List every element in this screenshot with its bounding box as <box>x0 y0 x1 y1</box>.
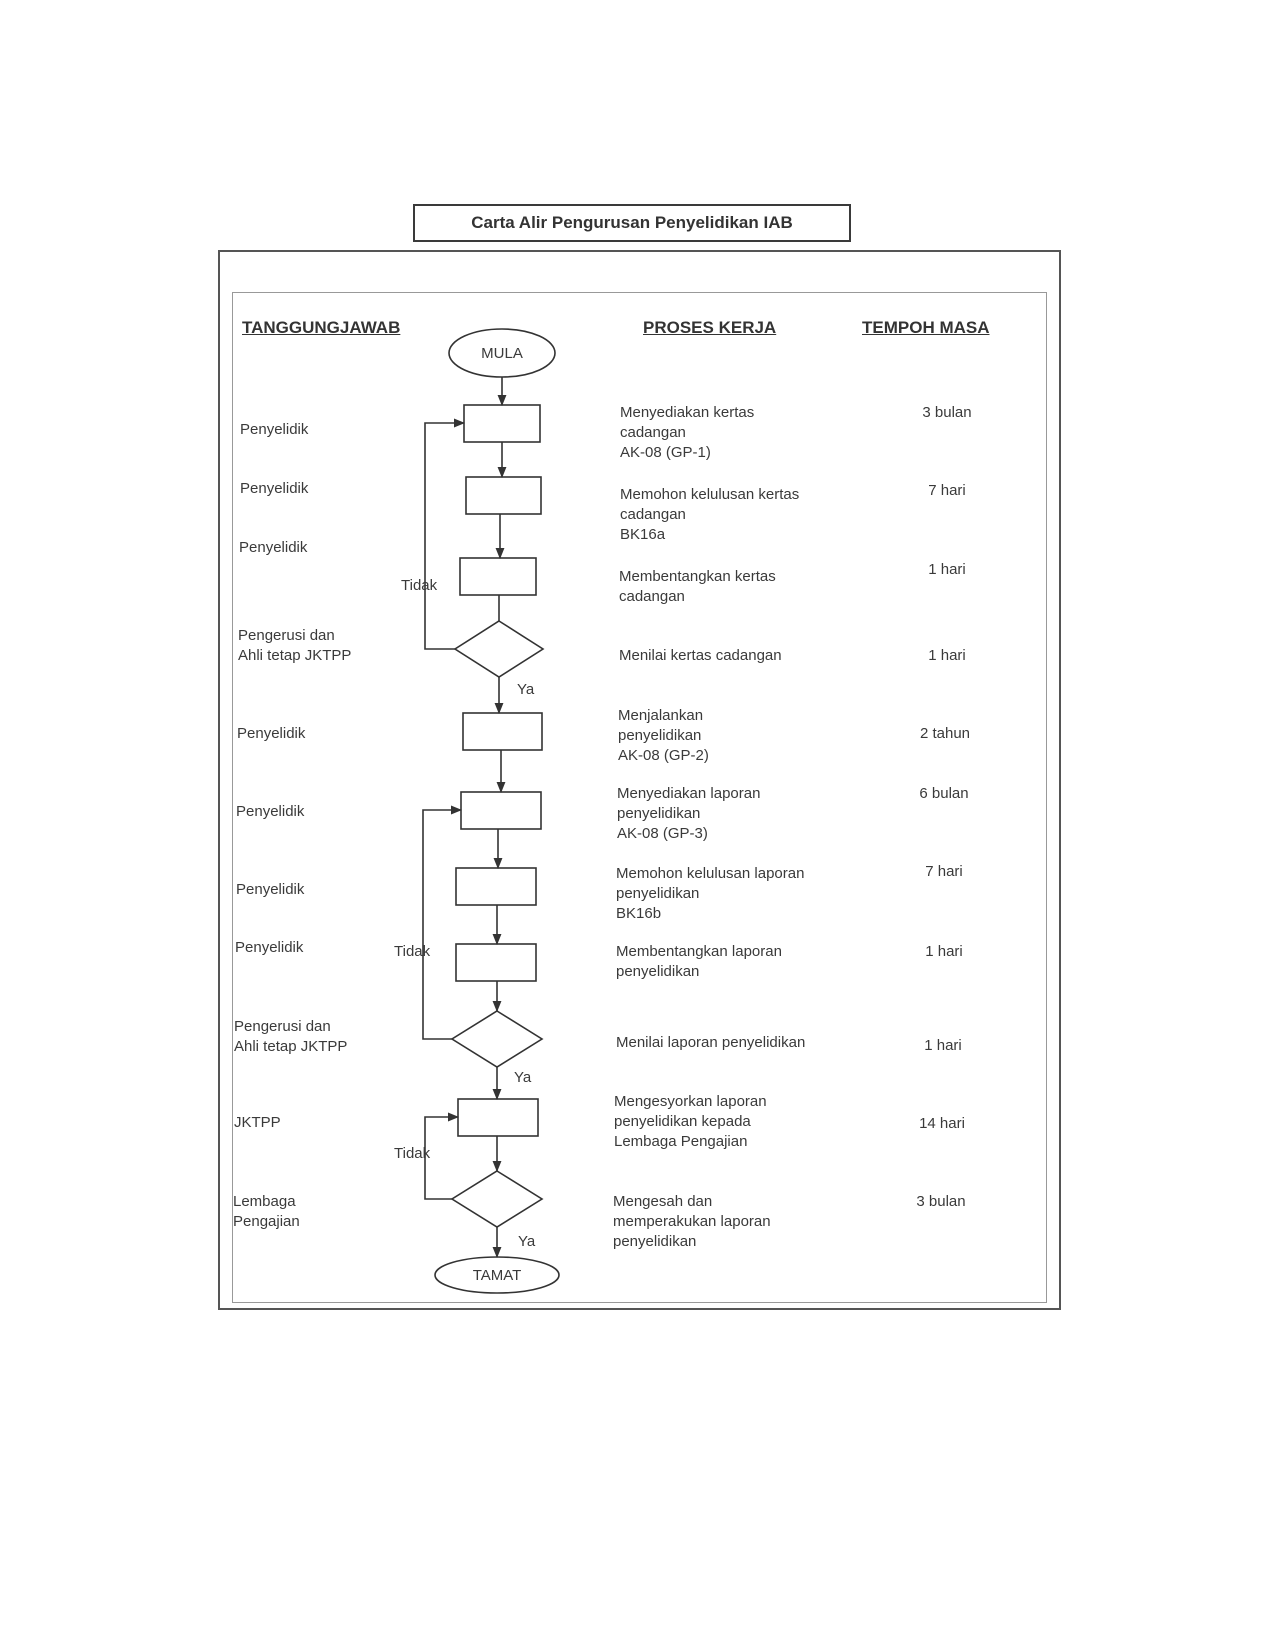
no-label-1: Tidak <box>401 577 438 594</box>
duration-1: 3 bulan <box>922 404 972 421</box>
responsibility-4: Pengerusi dan Ahli tetap JKTPP <box>238 627 352 664</box>
responsibility-9: Pengerusi dan Ahli tetap JKTPP <box>234 1018 348 1055</box>
duration-8: 1 hari <box>925 943 963 960</box>
end-label: TAMAT <box>472 1267 522 1284</box>
process-box-5 <box>463 713 542 750</box>
duration-7: 7 hari <box>925 863 963 880</box>
process-box-7 <box>456 868 536 905</box>
header-process: PROSES KERJA <box>643 318 777 337</box>
process-box-3 <box>460 558 536 595</box>
duration-9: 1 hari <box>924 1037 962 1054</box>
process-5: Menjalankan penyelidikan AK-08 (GP-2) <box>618 707 709 764</box>
decision-1 <box>455 621 543 677</box>
process-3: Membentangkan kertas cadangan <box>619 568 776 605</box>
duration-10: 14 hari <box>919 1115 965 1132</box>
duration-5: 2 tahun <box>919 725 971 742</box>
process-8: Membentangkan laporan penyelidikan <box>616 943 782 980</box>
header-responsibility: TANGGUNGJAWAB <box>242 318 401 337</box>
decision-3 <box>452 1171 542 1227</box>
duration-11: 3 bulan <box>916 1193 966 1210</box>
process-box-6 <box>461 792 541 829</box>
process-4: Menilai kertas cadangan <box>619 647 782 664</box>
responsibility-7: Penyelidik <box>236 881 305 898</box>
process-10: Mengesyorkan laporan penyelidikan kepada Lembaga Pengajian <box>614 1093 767 1150</box>
process-box-8 <box>456 944 536 981</box>
process-9: Menilai laporan penyelidikan <box>616 1034 806 1051</box>
header-duration: TEMPOH MASA <box>862 318 990 337</box>
duration-2: 7 hari <box>928 482 966 499</box>
yes-label-2: Ya <box>514 1069 532 1086</box>
loop-back-1 <box>425 423 464 649</box>
responsibility-6: Penyelidik <box>236 803 305 820</box>
process-box-1 <box>464 405 540 442</box>
responsibility-2: Penyelidik <box>240 480 309 497</box>
process-11: Mengesah dan memperakukan laporan penyelidikan <box>613 1193 771 1250</box>
duration-4: 1 hari <box>928 647 966 664</box>
responsibility-10: JKTPP <box>234 1114 281 1131</box>
process-1: Menyediakan kertas cadangan AK-08 (GP-1) <box>620 404 755 461</box>
chart-title: Carta Alir Pengurusan Penyelidikan IAB <box>413 204 851 242</box>
responsibility-3: Penyelidik <box>239 539 308 556</box>
process-2: Memohon kelulusan kertas cadangan BK16a <box>620 486 800 543</box>
yes-label-1: Ya <box>517 681 535 698</box>
process-6: Menyediakan laporan penyelidikan AK-08 (GP-3) <box>617 785 761 842</box>
no-label-2: Tidak <box>394 943 431 960</box>
duration-6: 6 bulan <box>919 785 969 802</box>
responsibility-8: Penyelidik <box>235 939 304 956</box>
yes-label-3: Ya <box>518 1233 536 1250</box>
process-box-2 <box>466 477 541 514</box>
no-label-3: Tidak <box>394 1145 431 1162</box>
responsibility-1: Penyelidik <box>240 421 309 438</box>
process-7: Memohon kelulusan laporan penyelidikan BK16b <box>616 865 805 922</box>
duration-3: 1 hari <box>928 561 966 578</box>
decision-2 <box>452 1011 542 1067</box>
responsibility-5: Penyelidik <box>237 725 306 742</box>
start-label: MULA <box>481 345 523 362</box>
loop-back-2 <box>423 810 461 1039</box>
responsibility-11: Lembaga Pengajian <box>233 1193 300 1230</box>
process-box-10 <box>458 1099 538 1136</box>
